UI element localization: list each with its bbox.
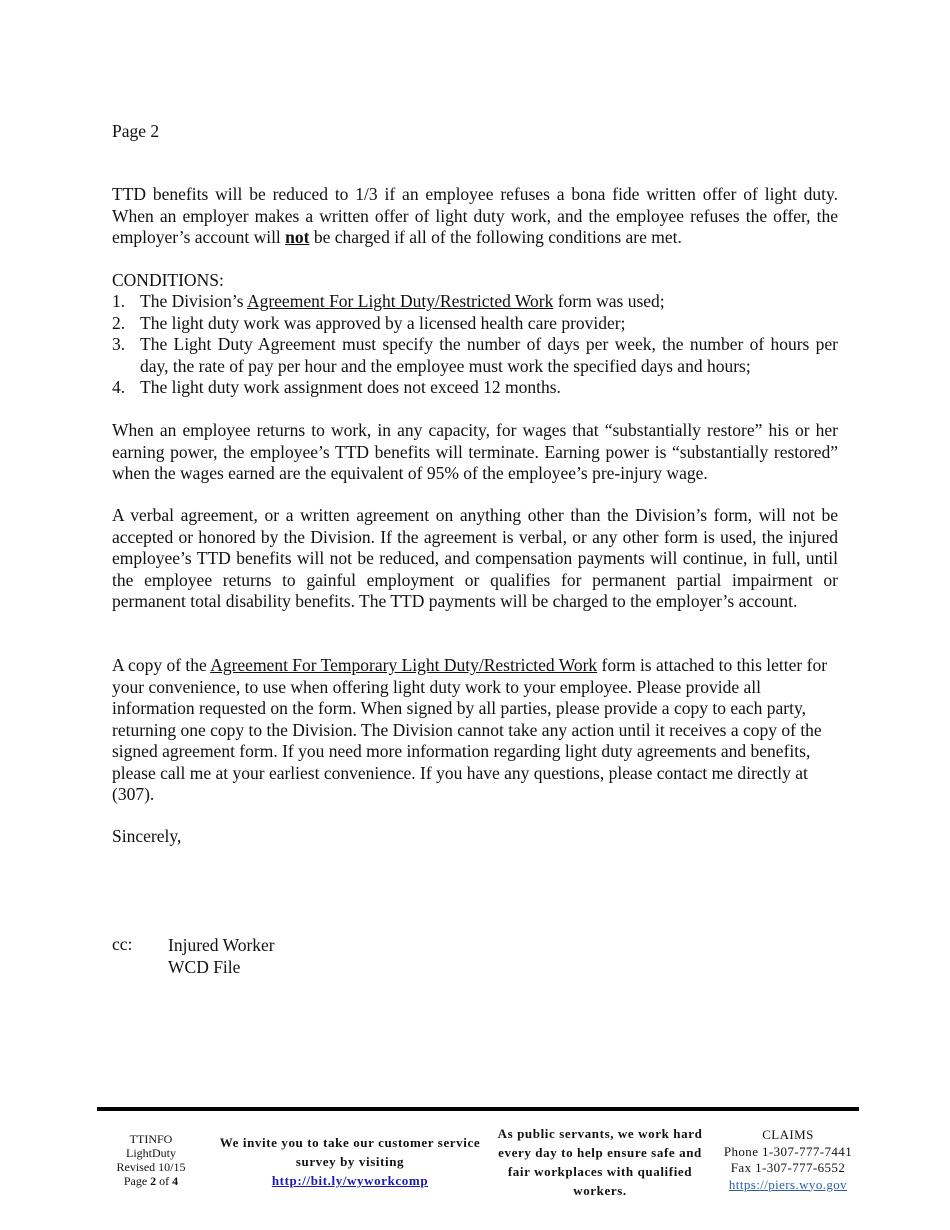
page-current: 2: [150, 1174, 157, 1188]
cc-recipient: WCD File: [168, 957, 241, 977]
fax-number: Fax 1-307-777-6552: [730, 1160, 846, 1175]
condition-text: form was used;: [553, 291, 665, 311]
form-reference-link[interactable]: Agreement For Light Duty/Restricted Work: [246, 291, 554, 311]
phone-number: Phone 1-307-777-7441: [723, 1143, 853, 1159]
cc-recipients: [168, 934, 275, 978]
closing: Sincerely,: [112, 826, 182, 846]
condition-item: [112, 291, 838, 313]
page-counter: [105, 1174, 197, 1188]
page-of: of: [156, 1174, 173, 1188]
page-total: 4: [172, 1174, 179, 1188]
condition-number: 1.: [112, 291, 126, 311]
intro-emphasis: not: [285, 227, 310, 247]
revision-date: Revised 10/15: [116, 1160, 186, 1174]
condition-text: The light duty work assignment does not exceed 12 months.: [140, 377, 561, 397]
survey-text: We invite you to take our customer service survey by visiting: [219, 1135, 481, 1169]
cc-recipient: Injured Worker: [168, 935, 275, 955]
claims-heading: CLAIMS: [762, 1127, 814, 1142]
condition-item: [112, 313, 838, 335]
condition-item: [112, 377, 838, 399]
condition-item: [112, 334, 838, 377]
verbal-agreement-paragraph: A verbal agreement, or a written agreement on anything other than the Division’s form, will not be accepted or honored by the Division. If the agreement is verbal, or any other form is used, the injured employee’s TTD benefits will not be reduced, and compensation payments will continue, in full, until the employee returns to gainful employment or qualifies for permanent partial impairment or permanent total disability benefits. The TTD payments will be charged to the employer’s account.: [112, 505, 838, 611]
attached-form-link[interactable]: Agreement For Temporary Light Duty/Restricted Work: [210, 655, 598, 675]
intro-text-start: TTD benefits will be reduced to 1/3 if an employee refuses a bona fide written offer of light duty. When an employer makes a written offer of light duty work, and the employee refuses the offer, the employer’s account will: [112, 184, 838, 247]
mission-statement: As public servants, we work hard every day to help ensure safe and fair workplaces with qualified workers.: [497, 1126, 703, 1198]
form-code: TTINFO: [129, 1132, 173, 1146]
page-label: Page 2: [112, 121, 160, 141]
survey-invite: [205, 1133, 495, 1190]
attachment-text-end: form is attached to this letter for your convenience, to use when offering light duty work to your employee. Please provide all information requested on the form. When signed by all parties, please provide a copy to each party, returning one copy to the Division. The Division cannot take any action until it receives a copy of the signed agreement form. If you need more information regarding light duty agreements and benefits, please call me at your earliest convenience. If you have any questions, please contact me directly at (307).: [112, 655, 828, 804]
survey-link[interactable]: http://bit.ly/wyworkcomp: [271, 1173, 429, 1188]
form-name: LightDuty: [126, 1146, 176, 1160]
conditions-heading: CONDITIONS:: [112, 270, 224, 290]
form-info: [105, 1132, 197, 1188]
condition-number: 4.: [112, 377, 126, 397]
attachment-paragraph: [112, 655, 838, 806]
cc-label: cc:: [112, 934, 133, 954]
intro-text-end: be charged if all of the following conditions are met.: [309, 227, 682, 247]
condition-text: The light duty work was approved by a licensed health care provider;: [140, 312, 626, 333]
conditions-list: [112, 291, 838, 399]
website-link[interactable]: https://piers.wyo.gov: [728, 1176, 848, 1192]
condition-number: 2.: [112, 312, 126, 333]
claims-contact: [718, 1127, 858, 1193]
footer-rule: [97, 1107, 859, 1111]
condition-number: 3.: [112, 334, 126, 354]
condition-text: The Light Duty Agreement must specify the number of days per week, the number of hours per day, the rate of pay per hour and the employee must work the specified days and hours;: [140, 334, 838, 376]
intro-paragraph: [112, 184, 838, 249]
condition-text: The Division’s: [140, 291, 247, 311]
attachment-text-start: A copy of the: [112, 655, 211, 675]
earning-power-paragraph: When an employee returns to work, in any capacity, for wages that “substantially restore” his or her earning power, the employee’s TTD benefits will terminate. Earning power is “substantially restored” when the wages earned are the equivalent of 95% of the employee’s pre-injury wage.: [112, 420, 838, 483]
page-prefix: Page: [123, 1174, 151, 1188]
